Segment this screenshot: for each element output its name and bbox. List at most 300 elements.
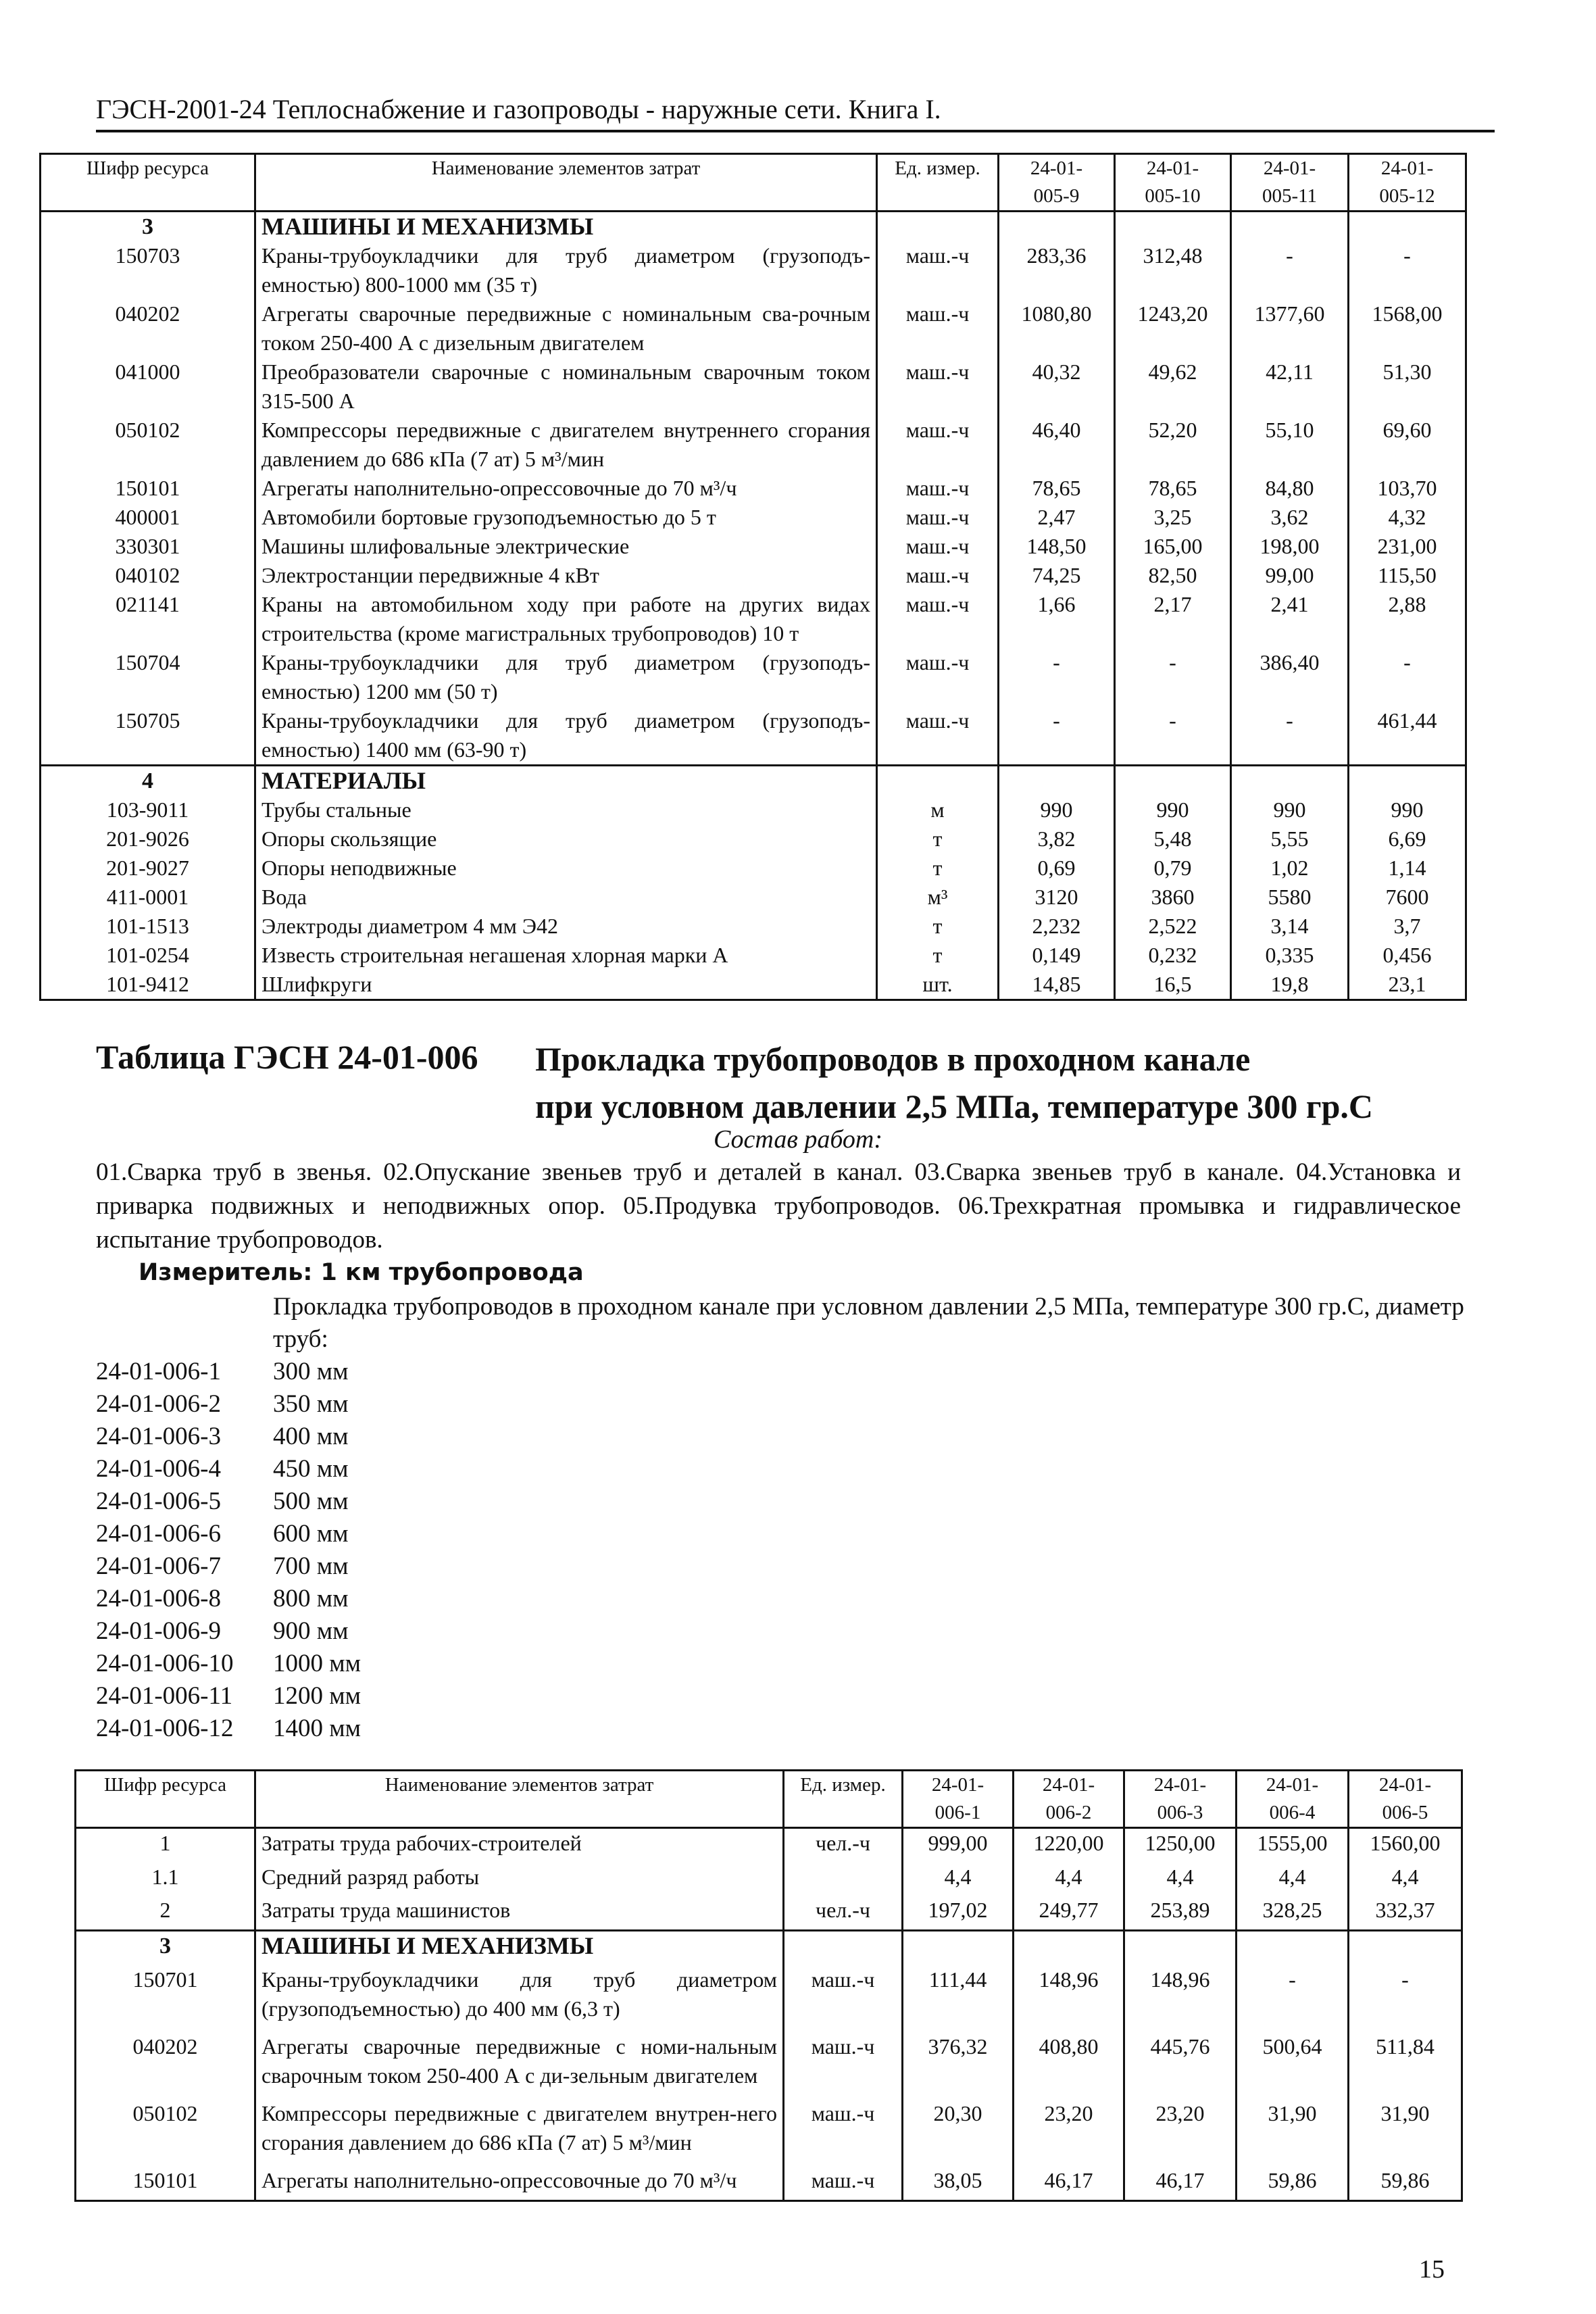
diameter-size: 900 мм	[273, 1617, 349, 1645]
diameter-size: 450 мм	[273, 1455, 349, 1483]
value-cell: 445,76	[1124, 2032, 1237, 2099]
resource-name: Агрегаты сварочные передвижные с номи-нальным сварочным током 250-400 А с ди-зельным двигателем	[255, 2032, 784, 2099]
value-cell: 52,20	[1115, 416, 1231, 474]
resource-name: Агрегаты сварочные передвижные с номинальным сва-рочным током 250-400 А с дизельным двигателем	[255, 299, 877, 358]
value-cell: 4,4	[1124, 1863, 1237, 1896]
resource-name: Краны на автомобильном ходу при работе на других видах строительства (кроме магистральных трубопроводов) 10 т	[255, 590, 877, 648]
value-cell	[1237, 1931, 1349, 1965]
resource-code: 040202	[41, 299, 255, 358]
resource-code: 101-0254	[41, 941, 255, 970]
unit-cell: маш.-ч	[784, 2099, 903, 2166]
value-cell: 332,37	[1349, 1896, 1462, 1930]
table-row	[76, 1896, 1462, 1930]
value-cell: 511,84	[1349, 2032, 1462, 2099]
resource-code: 411-0001	[41, 883, 255, 912]
value-cell: 249,77	[1014, 1896, 1124, 1930]
value-cell	[999, 212, 1115, 242]
diameter-item	[96, 1615, 361, 1648]
running-header: ГЭСН-2001-24 Теплоснабжение и газопроводы - наружные сети. Книга I.	[96, 92, 1495, 132]
resource-name: Компрессоры передвижные с двигателем внутрен-него сгорания давлением до 686 кПа (7 ат) 5 м³/мин	[255, 2099, 784, 2166]
diameter-size: 1200 мм	[273, 1682, 361, 1710]
unit-cell: чел.-ч	[784, 1896, 903, 1930]
value-cell: 148,96	[1124, 1965, 1237, 2032]
heading-line: при условном давлении 2,5 МПа, температуре 300 гр.С	[535, 1087, 1374, 1125]
value-cell: 31,90	[1349, 2099, 1462, 2166]
column-header: Шифр ресурса	[76, 1771, 255, 1828]
diameter-size: 700 мм	[273, 1552, 349, 1580]
diameter-code: 24-01-006-3	[96, 1423, 221, 1450]
column-header: Шифр ресурса	[41, 154, 255, 212]
diameter-code: 24-01-006-11	[96, 1682, 233, 1710]
value-cell: 1560,00	[1349, 1828, 1462, 1863]
value-cell: 990	[1115, 795, 1231, 824]
diameter-code: 24-01-006-1	[96, 1358, 221, 1385]
section-row	[76, 1931, 1462, 1965]
value-cell	[903, 1931, 1014, 1965]
unit-cell: маш.-ч	[877, 503, 999, 532]
resource-code: 021141	[41, 590, 255, 648]
value-cell: 99,00	[1231, 561, 1349, 590]
table-row	[76, 1828, 1462, 1863]
value-cell: 69,60	[1349, 416, 1466, 474]
unit-cell: шт.	[877, 970, 999, 1000]
value-cell: 49,62	[1115, 358, 1231, 416]
table-row	[41, 241, 1466, 299]
resource-name: Автомобили бортовые грузоподъемностью до 5 т	[255, 503, 877, 532]
value-cell	[1115, 212, 1231, 242]
value-cell: 198,00	[1231, 532, 1349, 561]
resource-name: Компрессоры передвижные с двигателем внутреннего сгорания давлением до 686 кПа (7 ат) 5 м³/мин	[255, 416, 877, 474]
value-cell: 4,32	[1349, 503, 1466, 532]
value-cell: 4,4	[1349, 1863, 1462, 1896]
value-cell: 3120	[999, 883, 1115, 912]
value-cell: 231,00	[1349, 532, 1466, 561]
diameter-item	[96, 1680, 361, 1713]
value-cell: 3,82	[999, 824, 1115, 854]
diameter-size: 500 мм	[273, 1487, 349, 1515]
table-row	[76, 2032, 1462, 2099]
value-cell: 55,10	[1231, 416, 1349, 474]
value-cell: 2,17	[1115, 590, 1231, 648]
value-cell: 23,1	[1349, 970, 1466, 1000]
unit-cell: маш.-ч	[877, 532, 999, 561]
value-cell: 990	[1349, 795, 1466, 824]
table-row	[41, 941, 1466, 970]
value-cell: 23,20	[1014, 2099, 1124, 2166]
resource-name: Средний разряд работы	[255, 1863, 784, 1896]
value-cell: 0,149	[999, 941, 1115, 970]
resource-name: Краны-трубоукладчики для труб диаметром (грузоподъ-емностью) 800-1000 мм (35 т)	[255, 241, 877, 299]
unit-cell: маш.-ч	[877, 474, 999, 503]
resource-name: Шлифкруги	[255, 970, 877, 1000]
resource-code: 1.1	[76, 1863, 255, 1896]
value-cell: 0,335	[1231, 941, 1349, 970]
value-cell: -	[1231, 241, 1349, 299]
resource-code: 3	[41, 212, 255, 242]
table-header-row	[41, 154, 1466, 212]
value-cell: 59,86	[1349, 2166, 1462, 2200]
resource-code: 103-9011	[41, 795, 255, 824]
resource-code: 150101	[76, 2166, 255, 2200]
value-cell: 408,80	[1014, 2032, 1124, 2099]
value-cell: 2,232	[999, 912, 1115, 941]
unit-cell: т	[877, 912, 999, 941]
value-cell: 3860	[1115, 883, 1231, 912]
value-cell: 40,32	[999, 358, 1115, 416]
table-row	[41, 358, 1466, 416]
table-row	[41, 824, 1466, 854]
value-cell: 7600	[1349, 883, 1466, 912]
value-cell: 1080,80	[999, 299, 1115, 358]
value-cell: -	[1349, 241, 1466, 299]
table-row	[41, 706, 1466, 766]
resource-code: 150704	[41, 648, 255, 706]
diameter-size: 1000 мм	[273, 1650, 361, 1677]
unit-cell	[784, 1863, 903, 1896]
value-cell: 1377,60	[1231, 299, 1349, 358]
value-cell: 6,69	[1349, 824, 1466, 854]
value-cell: 3,14	[1231, 912, 1349, 941]
resource-code: 150701	[76, 1965, 255, 2032]
value-cell: 1568,00	[1349, 299, 1466, 358]
unit-cell: маш.-ч	[877, 648, 999, 706]
table-row	[41, 590, 1466, 648]
value-cell: -	[999, 648, 1115, 706]
value-cell: 111,44	[903, 1965, 1014, 2032]
diameter-size: 1400 мм	[273, 1715, 361, 1742]
diameter-size: 300 мм	[273, 1358, 349, 1385]
diameter-item	[96, 1356, 361, 1388]
value-cell: 3,7	[1349, 912, 1466, 941]
diameter-item	[96, 1713, 361, 1745]
value-cell: 312,48	[1115, 241, 1231, 299]
column-header: 24-01- 006-1	[903, 1771, 1014, 1828]
value-cell	[1115, 766, 1231, 796]
value-cell: 2,41	[1231, 590, 1349, 648]
value-cell: 328,25	[1237, 1896, 1349, 1930]
value-cell: 1243,20	[1115, 299, 1231, 358]
diameter-item	[96, 1388, 361, 1421]
table-heading	[535, 1035, 1454, 1130]
resource-code: 3	[76, 1931, 255, 1965]
unit-cell: т	[877, 824, 999, 854]
value-cell: 999,00	[903, 1828, 1014, 1863]
value-cell: 46,40	[999, 416, 1115, 474]
resource-name: Затраты труда машинистов	[255, 1896, 784, 1930]
value-cell: -	[1237, 1965, 1349, 2032]
unit-cell: маш.-ч	[877, 416, 999, 474]
resource-code: 150703	[41, 241, 255, 299]
value-cell: 4,4	[1237, 1863, 1349, 1896]
value-cell: 2,522	[1115, 912, 1231, 941]
table-row	[41, 795, 1466, 824]
table-row	[41, 416, 1466, 474]
value-cell: -	[1349, 648, 1466, 706]
column-header: Наименование элементов затрат	[255, 154, 877, 212]
page-number: 15	[1419, 2255, 1445, 2284]
column-header: 24-01- 006-4	[1237, 1771, 1349, 1828]
diameter-size: 600 мм	[273, 1520, 349, 1548]
resource-name: Электростанции передвижные 4 кВт	[255, 561, 877, 590]
resource-code: 040102	[41, 561, 255, 590]
column-header: 24-01- 006-2	[1014, 1771, 1124, 1828]
resource-code: 201-9026	[41, 824, 255, 854]
column-header: 24-01- 005-11	[1231, 154, 1349, 212]
table-row	[76, 1863, 1462, 1896]
resource-name: Опоры скользящие	[255, 824, 877, 854]
value-cell: -	[1231, 706, 1349, 766]
value-cell	[1349, 766, 1466, 796]
value-cell: 59,86	[1237, 2166, 1349, 2200]
value-cell	[1124, 1931, 1237, 1965]
resource-code: 1	[76, 1828, 255, 1863]
unit-cell: маш.-ч	[784, 1965, 903, 2032]
table-body	[41, 212, 1466, 1000]
diameter-item	[96, 1453, 361, 1485]
table-body	[76, 1828, 1462, 2201]
value-cell: 500,64	[1237, 2032, 1349, 2099]
resource-code: 040202	[76, 2032, 255, 2099]
unit-cell	[877, 212, 999, 242]
value-cell: 990	[999, 795, 1115, 824]
resource-name: Машины шлифовальные электрические	[255, 532, 877, 561]
resource-name: Вода	[255, 883, 877, 912]
resource-code: 050102	[41, 416, 255, 474]
unit-cell: маш.-ч	[877, 706, 999, 766]
work-composition-title: Состав работ:	[713, 1125, 883, 1154]
resource-name: Электроды диаметром 4 мм Э42	[255, 912, 877, 941]
value-cell: 46,17	[1014, 2166, 1124, 2200]
value-cell: 23,20	[1124, 2099, 1237, 2166]
value-cell: 197,02	[903, 1896, 1014, 1930]
resource-code: 041000	[41, 358, 255, 416]
unit-cell: маш.-ч	[877, 358, 999, 416]
value-cell: 115,50	[1349, 561, 1466, 590]
column-header: 24-01- 005-9	[999, 154, 1115, 212]
resource-name: Известь строительная негашеная хлорная марки А	[255, 941, 877, 970]
unit-cell: маш.-ч	[877, 561, 999, 590]
table-row	[41, 970, 1466, 1000]
table-row	[41, 883, 1466, 912]
resource-name: МАШИНЫ И МЕХАНИЗМЫ	[255, 212, 877, 242]
table-header-row	[76, 1771, 1462, 1828]
value-cell: 78,65	[1115, 474, 1231, 503]
value-cell: 386,40	[1231, 648, 1349, 706]
resource-name: Краны-трубоукладчики для труб диаметром (грузоподъ-емностью) 1400 мм (63-90 т)	[255, 706, 877, 766]
table-row	[76, 1965, 1462, 2032]
value-cell: 1,66	[999, 590, 1115, 648]
value-cell: 0,456	[1349, 941, 1466, 970]
value-cell: 3,62	[1231, 503, 1349, 532]
resource-code: 4	[41, 766, 255, 796]
diameter-size: 350 мм	[273, 1390, 349, 1418]
value-cell: 19,8	[1231, 970, 1349, 1000]
value-cell: 38,05	[903, 2166, 1014, 2200]
column-header: Ед. измер.	[877, 154, 999, 212]
unit-cell: маш.-ч	[877, 590, 999, 648]
column-header: 24-01- 005-10	[1115, 154, 1231, 212]
diameter-code: 24-01-006-4	[96, 1455, 221, 1483]
resource-table-005	[39, 153, 1467, 1001]
diameter-item	[96, 1648, 361, 1680]
unit-cell: чел.-ч	[784, 1828, 903, 1863]
diameter-item	[96, 1421, 361, 1453]
diameter-intro: Прокладка трубопроводов в проходном канале при условном давлении 2,5 МПа, температуре 300 гр.С, диаметр труб:	[273, 1293, 1464, 1353]
table-row	[76, 2099, 1462, 2166]
table-label: Таблица ГЭСН 24-01-006	[96, 1038, 478, 1076]
diameter-code: 24-01-006-10	[96, 1650, 234, 1677]
unit-cell: маш.-ч	[784, 2032, 903, 2099]
diameter-item	[96, 1485, 361, 1518]
table-row	[41, 648, 1466, 706]
value-cell: 990	[1231, 795, 1349, 824]
diameter-code: 24-01-006-6	[96, 1520, 221, 1548]
value-cell: -	[999, 706, 1115, 766]
value-cell: -	[1115, 648, 1231, 706]
unit-cell: маш.-ч	[877, 299, 999, 358]
value-cell: 5580	[1231, 883, 1349, 912]
value-cell: 461,44	[1349, 706, 1466, 766]
value-cell: 4,4	[1014, 1863, 1124, 1896]
table-row	[41, 912, 1466, 941]
section-row	[41, 212, 1466, 242]
value-cell: -	[1349, 1965, 1462, 2032]
resource-name: Агрегаты наполнительно-опрессовочные до 70 м³/ч	[255, 474, 877, 503]
resource-code: 050102	[76, 2099, 255, 2166]
value-cell: 2,47	[999, 503, 1115, 532]
column-header: 24-01- 006-3	[1124, 1771, 1237, 1828]
column-header: 24-01- 005-12	[1349, 154, 1466, 212]
value-cell: 51,30	[1349, 358, 1466, 416]
value-cell: 376,32	[903, 2032, 1014, 2099]
value-cell: 5,48	[1115, 824, 1231, 854]
resource-code: 2	[76, 1896, 255, 1930]
resource-name: Трубы стальные	[255, 795, 877, 824]
unit-cell: м³	[877, 883, 999, 912]
value-cell: 42,11	[1231, 358, 1349, 416]
resource-name: МАТЕРИАЛЫ	[255, 766, 877, 796]
value-cell: 148,96	[1014, 1965, 1124, 2032]
value-cell	[1349, 212, 1466, 242]
work-composition-text: 01.Сварка труб в звенья. 02.Опускание звеньев труб и деталей в канал. 03.Сварка звеньев труб в канале. 04.Установка и приварка подвижных и неподвижных опор. 05.Продувка трубопроводов. 06.Трехкратная промывка и гидравлическое испытание трубопроводов.	[96, 1158, 1461, 1254]
value-cell: 78,65	[999, 474, 1115, 503]
unit-cell	[877, 766, 999, 796]
value-cell: 103,70	[1349, 474, 1466, 503]
unit-cell: маш.-ч	[784, 2166, 903, 2200]
value-cell: 1250,00	[1124, 1828, 1237, 1863]
diameter-item	[96, 1550, 361, 1583]
measure-unit: Измеритель: 1 км трубопровода	[139, 1259, 584, 1286]
value-cell: 0,232	[1115, 941, 1231, 970]
value-cell: 74,25	[999, 561, 1115, 590]
table-row	[41, 299, 1466, 358]
value-cell: 16,5	[1115, 970, 1231, 1000]
diameter-code: 24-01-006-5	[96, 1487, 221, 1515]
value-cell: 84,80	[1231, 474, 1349, 503]
value-cell: 31,90	[1237, 2099, 1349, 2166]
value-cell: 0,79	[1115, 854, 1231, 883]
value-cell: 46,17	[1124, 2166, 1237, 2200]
value-cell: 2,88	[1349, 590, 1466, 648]
table-row	[41, 474, 1466, 503]
column-header: Наименование элементов затрат	[255, 1771, 784, 1828]
value-cell: 0,69	[999, 854, 1115, 883]
table-row	[41, 854, 1466, 883]
resource-code: 400001	[41, 503, 255, 532]
table-row	[76, 2166, 1462, 2200]
resource-code: 201-9027	[41, 854, 255, 883]
value-cell: 3,25	[1115, 503, 1231, 532]
value-cell: 5,55	[1231, 824, 1349, 854]
resource-name: Преобразователи сварочные с номинальным сварочным током 315-500 А	[255, 358, 877, 416]
table-row	[41, 503, 1466, 532]
heading-line: Прокладка трубопроводов в проходном канале	[535, 1040, 1251, 1078]
value-cell: 283,36	[999, 241, 1115, 299]
resource-name: Агрегаты наполнительно-опрессовочные до 70 м³/ч	[255, 2166, 784, 2200]
diameter-size: 400 мм	[273, 1423, 349, 1450]
resource-code: 330301	[41, 532, 255, 561]
unit-cell: т	[877, 854, 999, 883]
diameter-code: 24-01-006-7	[96, 1552, 221, 1580]
table-row	[41, 561, 1466, 590]
diameter-item	[96, 1518, 361, 1550]
unit-cell	[784, 1931, 903, 1965]
resource-code: 150705	[41, 706, 255, 766]
diameter-list	[96, 1356, 361, 1745]
resource-code: 101-1513	[41, 912, 255, 941]
diameter-item	[96, 1583, 361, 1615]
value-cell: 20,30	[903, 2099, 1014, 2166]
resource-table-006	[74, 1769, 1463, 2202]
value-cell: 148,50	[999, 532, 1115, 561]
diameter-size: 800 мм	[273, 1585, 349, 1613]
resource-name: Опоры неподвижные	[255, 854, 877, 883]
diameter-code: 24-01-006-2	[96, 1390, 221, 1418]
column-header: Ед. измер.	[784, 1771, 903, 1828]
value-cell: 4,4	[903, 1863, 1014, 1896]
value-cell: 1,14	[1349, 854, 1466, 883]
value-cell	[1349, 1931, 1462, 1965]
resource-code: 101-9412	[41, 970, 255, 1000]
unit-cell: т	[877, 941, 999, 970]
resource-name: Краны-трубоукладчики для труб диаметром (грузоподъ-емностью) 1200 мм (50 т)	[255, 648, 877, 706]
value-cell: 14,85	[999, 970, 1115, 1000]
value-cell	[1014, 1931, 1124, 1965]
unit-cell: маш.-ч	[877, 241, 999, 299]
resource-name: Затраты труда рабочих-строителей	[255, 1828, 784, 1863]
diameter-code: 24-01-006-9	[96, 1617, 221, 1645]
value-cell: 1,02	[1231, 854, 1349, 883]
value-cell: 253,89	[1124, 1896, 1237, 1930]
value-cell: -	[1115, 706, 1231, 766]
section-row	[41, 766, 1466, 796]
table-row	[41, 532, 1466, 561]
value-cell: 1555,00	[1237, 1828, 1349, 1863]
value-cell: 165,00	[1115, 532, 1231, 561]
resource-code: 150101	[41, 474, 255, 503]
value-cell	[1231, 212, 1349, 242]
diameter-code: 24-01-006-12	[96, 1715, 234, 1742]
resource-name: МАШИНЫ И МЕХАНИЗМЫ	[255, 1931, 784, 1965]
diameter-code: 24-01-006-8	[96, 1585, 221, 1613]
column-header: 24-01- 006-5	[1349, 1771, 1462, 1828]
value-cell: 1220,00	[1014, 1828, 1124, 1863]
value-cell: 82,50	[1115, 561, 1231, 590]
resource-name: Краны-трубоукладчики для труб диаметром (грузоподъемностью) до 400 мм (6,3 т)	[255, 1965, 784, 2032]
value-cell	[1231, 766, 1349, 796]
value-cell	[999, 766, 1115, 796]
unit-cell: м	[877, 795, 999, 824]
